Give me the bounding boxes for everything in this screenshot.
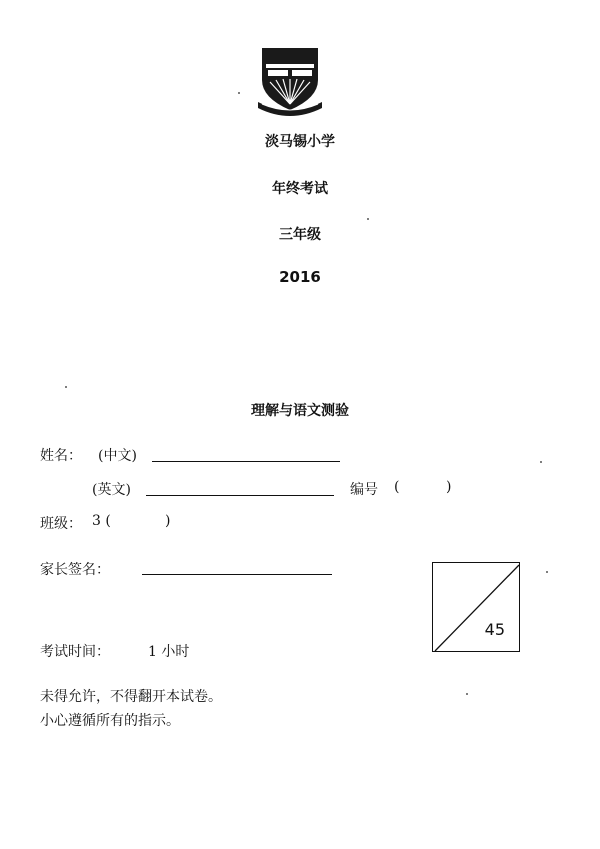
number-open-paren: ( [394, 479, 400, 495]
score-box-diagonal [433, 563, 521, 653]
school-name: 淡马锡小学 [265, 134, 335, 150]
instruction-line-2: 小心遵循所有的指示。 [40, 713, 180, 729]
number-label: 编号 [350, 482, 378, 498]
name-cn-label: (中文) [98, 448, 137, 464]
number-field[interactable] [404, 479, 444, 497]
exam-time-value: 1 小时 [148, 644, 190, 660]
school-crest-icon [256, 44, 324, 118]
name-en-label: (英文) [92, 482, 131, 498]
class-value: 3 ( [92, 513, 111, 529]
name-label: 姓名： [40, 448, 82, 464]
parent-signature-field[interactable] [142, 574, 332, 575]
class-field[interactable] [126, 513, 162, 531]
exam-year: 2016 [279, 268, 321, 286]
score-total: 45 [484, 620, 505, 639]
exam-time-label: 考试时间： [40, 644, 110, 660]
class-label: 班级： [40, 516, 82, 532]
grade-label: 三年级 [279, 227, 321, 243]
number-close-paren: ) [446, 479, 452, 495]
name-en-field[interactable] [146, 495, 334, 496]
instruction-line-1: 未得允许，不得翻开本试卷。 [40, 689, 222, 705]
score-box [432, 562, 520, 652]
name-cn-field[interactable] [152, 461, 340, 462]
parent-signature-label: 家长签名： [40, 562, 110, 578]
class-close-paren: ) [165, 513, 171, 529]
paper-title: 理解与语文测验 [251, 403, 349, 419]
exam-title: 年终考试 [272, 181, 328, 197]
